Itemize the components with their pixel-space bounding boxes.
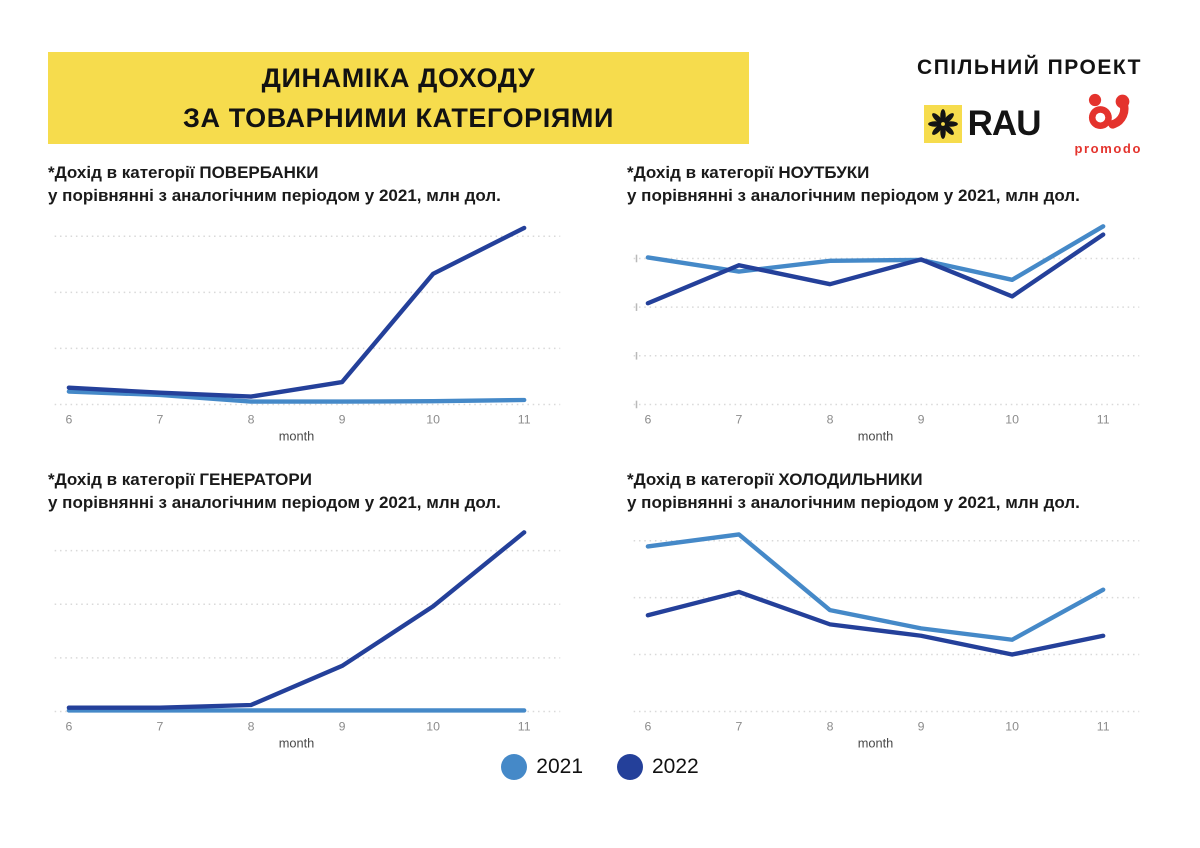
svg-text:10: 10	[426, 719, 440, 734]
svg-text:10: 10	[426, 412, 440, 427]
line-chart-laptops	[627, 210, 1144, 447]
svg-text:7: 7	[735, 412, 743, 427]
svg-text:11: 11	[1096, 719, 1110, 734]
partners-block	[917, 56, 1142, 156]
chart-title-line1: *Дохід в категорії НОУТБУКИ	[627, 163, 870, 182]
chart-title-line2: у порівнянні з аналогічним періодом у 2021, млн дол.	[48, 492, 501, 512]
page-title-line1: ДИНАМІКА ДОХОДУ	[261, 62, 536, 93]
chart-title-line1: *Дохід в категорії ПОВЕРБАНКИ	[48, 163, 319, 182]
svg-text:8: 8	[247, 719, 255, 734]
svg-text:11: 11	[1096, 412, 1110, 427]
legend-label-2021: 2021	[536, 755, 583, 779]
chart-legend	[0, 754, 1200, 780]
legend-dot-2021-icon	[501, 754, 527, 780]
legend-item-2022	[617, 754, 699, 780]
chart-title-line1: *Дохід в категорії ХОЛОДИЛЬНИКИ	[627, 470, 923, 490]
svg-text:9: 9	[338, 412, 346, 427]
svg-text:month: month	[278, 735, 315, 751]
logos-row	[917, 92, 1142, 156]
rau-star-icon	[924, 105, 962, 143]
chart-title-powerbanks	[48, 162, 565, 208]
svg-text:month: month	[278, 428, 315, 444]
chart-cell-powerbanks	[48, 162, 565, 447]
charts-grid	[0, 150, 1200, 754]
chart-title-line1: *Дохід в категорії ГЕНЕРАТОРИ	[48, 470, 312, 490]
svg-text:8: 8	[826, 412, 834, 427]
joint-project-label: СПІЛЬНИЙ ПРОЕКТ	[917, 56, 1142, 79]
chart-title-generators	[48, 469, 565, 515]
rau-logo-text: RAU	[967, 104, 1041, 143]
chart-title-line2: у порівнянні з аналогічним періодом у 2021, млн дол.	[627, 185, 1080, 205]
svg-text:11: 11	[517, 412, 531, 427]
header	[0, 0, 1200, 156]
line-chart-refrigerators	[627, 517, 1144, 754]
legend-dot-2022-icon	[617, 754, 643, 780]
svg-text:9: 9	[917, 719, 925, 734]
svg-text:10: 10	[1005, 412, 1019, 427]
svg-text:6: 6	[65, 412, 73, 427]
promodo-logo	[1074, 92, 1142, 156]
svg-text:9: 9	[338, 719, 346, 734]
svg-text:11: 11	[517, 719, 531, 734]
legend-label-2022: 2022	[652, 755, 699, 779]
svg-text:8: 8	[826, 719, 834, 734]
svg-text:month: month	[857, 735, 894, 751]
svg-text:month: month	[857, 428, 894, 444]
svg-text:7: 7	[156, 719, 164, 734]
legend-item-2021	[501, 754, 583, 780]
chart-cell-generators	[48, 469, 565, 754]
svg-text:9: 9	[917, 412, 925, 427]
svg-text:7: 7	[156, 412, 164, 427]
chart-title-refrigerators	[627, 469, 1144, 515]
chart-cell-refrigerators	[627, 469, 1144, 754]
chart-title-line2: у порівнянні з аналогічним періодом у 2021, млн дол.	[48, 185, 501, 205]
chart-title-line2: у порівнянні з аналогічним періодом у 2021, млн дол.	[627, 492, 1080, 512]
promodo-logo-text: promodo	[1074, 141, 1142, 156]
svg-text:7: 7	[735, 719, 743, 734]
title-banner	[48, 52, 749, 144]
chart-title-laptops	[627, 162, 1144, 208]
chart-cell-laptops	[627, 162, 1144, 447]
line-chart-powerbanks	[48, 210, 565, 447]
rau-logo	[924, 104, 1041, 144]
line-chart-generators	[48, 517, 565, 754]
svg-text:8: 8	[247, 412, 255, 427]
page-title-line2: ЗА ТОВАРНИМИ КАТЕГОРІЯМИ	[182, 103, 614, 133]
promodo-mark-icon	[1079, 92, 1137, 139]
svg-text:6: 6	[65, 719, 73, 734]
svg-text:6: 6	[644, 719, 652, 734]
svg-text:6: 6	[644, 412, 652, 427]
svg-text:10: 10	[1005, 719, 1019, 734]
